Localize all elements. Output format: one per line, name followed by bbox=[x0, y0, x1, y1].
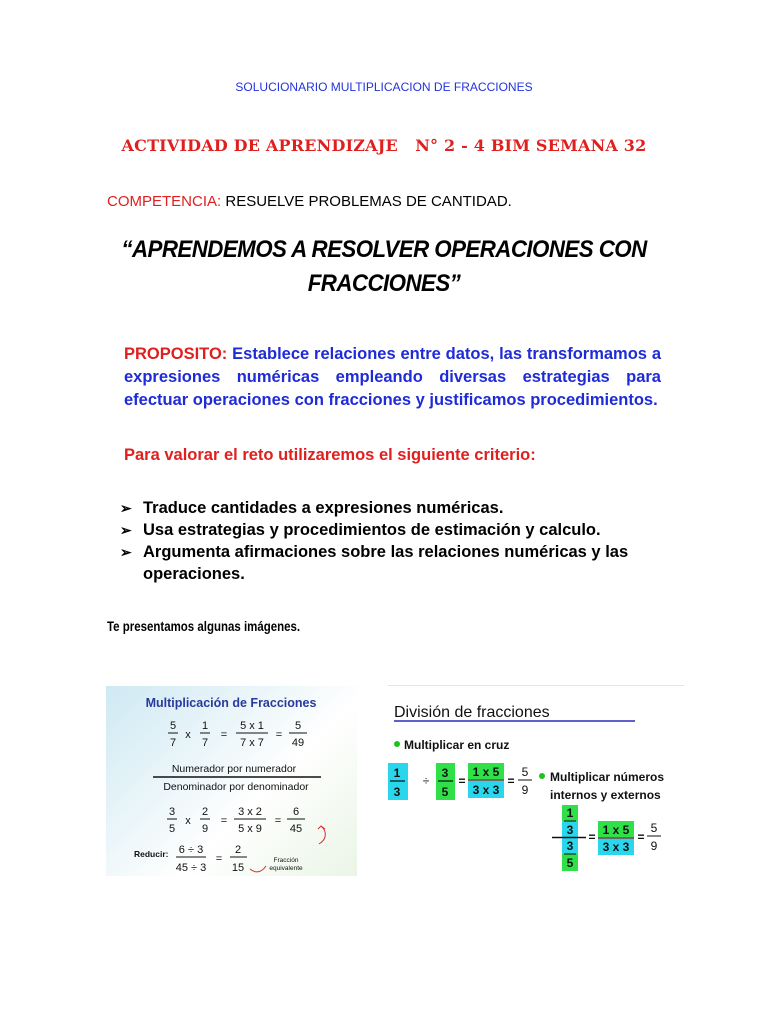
slogan-line-2: FRACCIONES” bbox=[307, 270, 461, 297]
equals-sign: = bbox=[275, 729, 283, 741]
product-numerator: 5 x 1 bbox=[240, 720, 264, 732]
result-numerator: 5 bbox=[521, 765, 529, 779]
equals-sign: = bbox=[215, 853, 223, 865]
equals-sign: = bbox=[458, 774, 466, 788]
arrow-bullet-icon: ➢ bbox=[120, 500, 132, 516]
list-item bbox=[120, 519, 680, 541]
fraction-denominator: 3 bbox=[566, 823, 574, 837]
criteria-list bbox=[120, 497, 680, 585]
fraction-denominator: 7 bbox=[169, 737, 177, 749]
division-title: División de fracciones bbox=[394, 704, 550, 721]
fraction-denominator: 5 bbox=[566, 856, 574, 870]
multiplication-figure bbox=[106, 686, 357, 876]
rule-denominator-text: Denominador por denominador bbox=[163, 781, 309, 793]
competencia-text: RESUELVE PROBLEMAS DE CANTIDAD. bbox=[225, 193, 512, 210]
equals-sign: = bbox=[588, 830, 596, 844]
proposito-paragraph bbox=[124, 343, 661, 412]
criterion-text: Usa estrategias y procedimientos de estimación y calculo. bbox=[143, 521, 601, 539]
product-numerator: 3 x 2 bbox=[238, 806, 262, 818]
fraction-numerator: 1 bbox=[566, 806, 574, 820]
reduce-example bbox=[176, 844, 247, 874]
arrow-bullet-icon: ➢ bbox=[120, 522, 132, 538]
fraction-denominator: 3 bbox=[393, 785, 401, 799]
fraction-numerator: 3 bbox=[566, 839, 574, 853]
fraction-numerator: 3 bbox=[441, 766, 449, 780]
slogan-line-1: “APRENDEMOS A RESOLVER OPERACIONES CON bbox=[121, 236, 647, 263]
equals-sign: = bbox=[637, 830, 645, 844]
equals-sign: = bbox=[274, 815, 282, 827]
product-numerator: 1 x 5 bbox=[472, 765, 500, 779]
criterion-text: Argumenta afirmaciones sobre las relaciones numéricas y las operaciones. bbox=[143, 543, 629, 583]
fraction-numerator: 5 bbox=[169, 720, 177, 732]
cross-example bbox=[390, 765, 532, 799]
arrow-head-icon bbox=[318, 826, 325, 829]
bullet-internal-line1: Multiplicar números bbox=[550, 770, 665, 784]
proposito-text: Establece relaciones entre datos, las transformamos a expresiones numéricas empleando diversas estrategias para efectuar operaciones con fracciones y justificamos procedimientos. bbox=[124, 345, 661, 409]
result-numerator: 5 bbox=[650, 821, 658, 835]
bullet-internal-line2: internos y externos bbox=[550, 788, 661, 802]
arrow-bullet-icon: ➢ bbox=[120, 544, 132, 560]
document-title: SOLUCIONARIO MULTIPLICACION DE FRACCIONES bbox=[235, 80, 533, 94]
criterion-text: Traduce cantidades a expresiones numéricas. bbox=[143, 499, 504, 517]
fraction-numerator: 1 bbox=[393, 766, 401, 780]
division-image bbox=[388, 685, 684, 876]
reduce-denominator: 45 ÷ 3 bbox=[175, 862, 207, 874]
complex-example bbox=[552, 806, 661, 870]
result-denominator: 9 bbox=[521, 783, 529, 797]
proposito-label: PROPOSITO: bbox=[124, 345, 228, 363]
product-denominator: 3 x 3 bbox=[472, 783, 500, 797]
times-sign: x bbox=[185, 729, 191, 741]
result-numerator: 6 bbox=[292, 806, 300, 818]
multiplication-image bbox=[106, 686, 357, 876]
criterio-intro: Para valorar el reto utilizaremos el siguiente criterio: bbox=[124, 446, 536, 464]
result-numerator: 5 bbox=[294, 720, 302, 732]
result-numerator: 2 bbox=[234, 844, 242, 856]
bullet-cross-text: Multiplicar en cruz bbox=[404, 738, 510, 752]
equivalent-note-line2: equivalente bbox=[269, 865, 303, 872]
divide-sign: ÷ bbox=[422, 774, 430, 788]
bullet-icon bbox=[394, 741, 400, 747]
list-item bbox=[120, 541, 680, 585]
activity-heading: ACTIVIDAD DE APRENDIZAJE N° 2 - 4 BIM SEMANA 32 bbox=[121, 136, 647, 155]
rule-numerator-text: Numerador por numerador bbox=[171, 763, 297, 775]
result-denominator: 45 bbox=[289, 823, 303, 835]
fraction-numerator: 3 bbox=[168, 806, 176, 818]
equivalent-note-line1: Fracción bbox=[273, 857, 299, 864]
mult-example-2 bbox=[167, 806, 305, 835]
fraction-denominator: 5 bbox=[168, 823, 176, 835]
competencia-line bbox=[107, 193, 512, 210]
equals-sign: = bbox=[507, 774, 515, 788]
reduce-label: Reducir: bbox=[134, 849, 169, 859]
competencia-label: COMPETENCIA: bbox=[107, 193, 222, 210]
times-sign: x bbox=[185, 815, 191, 827]
arrow-curve-icon bbox=[250, 866, 266, 872]
images-intro: Te presentamos algunas imágenes. bbox=[107, 618, 301, 634]
result-denominator: 49 bbox=[291, 737, 305, 749]
fraction-denominator: 9 bbox=[201, 823, 209, 835]
division-figure bbox=[388, 686, 684, 876]
equals-sign: = bbox=[220, 729, 228, 741]
mult-example-1 bbox=[168, 720, 307, 749]
product-denominator: 7 x 7 bbox=[240, 737, 264, 749]
slogan-heading bbox=[27, 233, 741, 301]
reduce-numerator: 6 ÷ 3 bbox=[178, 844, 204, 856]
product-denominator: 3 x 3 bbox=[602, 840, 630, 854]
mult-title: Multiplicación de Fracciones bbox=[145, 696, 317, 710]
product-denominator: 5 x 9 bbox=[238, 823, 262, 835]
result-denominator: 15 bbox=[231, 862, 245, 874]
product-numerator: 1 x 5 bbox=[602, 823, 630, 837]
result-denominator: 9 bbox=[650, 839, 658, 853]
bullet-icon bbox=[539, 773, 545, 779]
equals-sign: = bbox=[220, 815, 228, 827]
fraction-numerator: 2 bbox=[201, 806, 209, 818]
fraction-denominator: 7 bbox=[201, 737, 209, 749]
fraction-denominator: 5 bbox=[441, 785, 449, 799]
fraction-numerator: 1 bbox=[201, 720, 209, 732]
list-item bbox=[120, 497, 680, 519]
